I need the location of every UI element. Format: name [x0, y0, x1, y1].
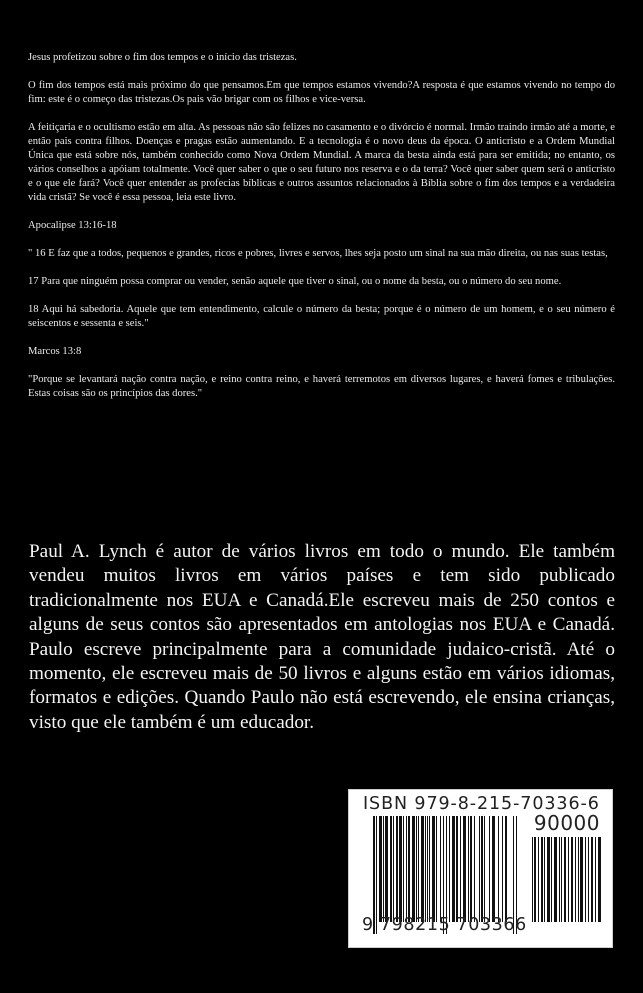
barcode-bar [440, 816, 441, 922]
barcode-bar [460, 816, 461, 922]
barcode-bar [449, 816, 450, 922]
author-bio: Paul A. Lynch é autor de vários livros em todo o mundo. Ele também vendeu muitos livros em vários países e tem sido publicado tradicionalmente nos EUA e Canadá.Ele escreveu mais de 250 contos e alguns de seus contos são apresentados em antologias nos EUA e Canadá. Paulo escreve principalmente para a comunidade judaico-cristã. Até o momento, ele escreveu mais de 50 livros e alguns estão em vários idiomas, formatos e edições. Quando Paulo não está escrevendo, ele ensina crianças, visto que ele também é um educador. [29, 541, 615, 733]
scripture-reference-mark: Marcos 13:8 [28, 346, 82, 357]
barcode-bar [452, 816, 455, 922]
addon-bar [580, 837, 583, 922]
barcode-bar [390, 816, 392, 922]
addon-bar [541, 837, 543, 922]
barcode-bar [489, 816, 490, 922]
addon-bar [595, 837, 596, 922]
addon-bar [551, 837, 552, 922]
barcode-bar [474, 816, 475, 922]
verse-17: 17 Para que ninguém possa comprar ou vender, senão aquele que tiver o sinal, ou o nome da besta, ou o número do seu nome. [28, 276, 562, 287]
back-cover-synopsis [28, 51, 615, 415]
addon-bar [568, 837, 569, 922]
verse-16: " 16 E faz que a todos, pequenos e grandes, ricos e pobres, livres e servos, lhes seja posto um sinal na sua mão direita, ou nas suas testas, [28, 248, 608, 259]
addon-bar [588, 837, 589, 922]
addon-bar [532, 837, 533, 922]
barcode-bar [427, 816, 428, 922]
intro-line: Jesus profetizou sobre o fim dos tempos e o início das tristezas. [28, 52, 297, 63]
barcode-bar [408, 816, 410, 922]
barcode-bar [456, 816, 458, 922]
barcode-bar [412, 816, 415, 922]
addon-bar [575, 837, 576, 922]
barcode-bar [468, 816, 469, 922]
addon-bar [561, 837, 562, 922]
addon-bar [559, 837, 560, 922]
isbn-label: ISBN 979-8-215-70336-6 [363, 794, 600, 814]
barcode-bar [406, 816, 407, 922]
addon-bar [585, 837, 586, 922]
barcode-bar [379, 816, 382, 922]
barcode-bar [432, 816, 435, 922]
barcode-bar [505, 816, 507, 922]
barcode-bar [470, 816, 472, 922]
addon-code: 90000 [533, 811, 600, 835]
barcode-bar [425, 816, 426, 922]
barcode-bar [463, 816, 466, 922]
barcode-bar [498, 816, 499, 922]
addon-bar [598, 837, 601, 922]
paragraph-occultism: A feitiçaria e o ocultismo estão em alta. As pessoas não são felizes no casamento e o divórcio é normal. Irmão traindo irmão até a morte, e então pais contra filhos. Doenças e pragas estão aumentando. E a tecnologia é o novo deus da época. O anticristo e a Ordem Mundial Única que está sobre nós, também conhecido como Nova Ordem Mundial. A marca da besta ainda está para ser emitida; no entanto, os vários conselhos a apóiam totalmente. Você quer saber o que o seu futuro nos reserva e o da terra? Você quer saber quem será o anticristo e o que ele fará? Você quer entender as profecias bíblicas e outros assuntos relacionados à Bíblia sobre o fim dos tempos e a verdadeira vida cristã? Se você é essa pessoa, leia este livro. [28, 122, 615, 203]
barcode-bar [403, 816, 404, 922]
barcode-bar [383, 816, 384, 922]
barcode-bar [502, 816, 503, 922]
verse-18: 18 Aqui há sabedoria. Aquele que tem entendimento, calcule o número da besta; porque é o número de um homem, e o seu número é seiscentos e sessenta e seis." [28, 304, 615, 329]
barcode-bar [399, 816, 402, 922]
addon-bar [534, 837, 536, 922]
addon-bar [538, 837, 539, 922]
paragraph-end-times: O fim dos tempos está mais próximo do que pensamos.Em que tempos estamos vivendo?A resposta é que estamos vivendo no tempo do fim: este é o começo das tristezas.Os pais vão brigar com os filhos e vice-versa. [28, 80, 615, 105]
verse-mark-13-8: "Porque se levantará nação contra nação, e reino contra reino, e haverá terremotos em diversos lugares, e haverá fomes e tribulações. Estas coisas são os princípios das dores." [28, 374, 615, 399]
barcode-bar [385, 816, 388, 922]
barcode-bar [492, 816, 495, 922]
barcode-bar [429, 816, 430, 922]
barcode-bar [416, 816, 417, 922]
addon-bar [571, 837, 573, 922]
barcode-bar [481, 816, 483, 922]
addon-bar [554, 837, 557, 922]
barcode-bar [393, 816, 394, 922]
barcode-bar [418, 816, 419, 922]
ean-barcode-bars [373, 816, 519, 926]
addon-bar [591, 837, 593, 922]
isbn-barcode [348, 789, 613, 948]
barcode-bar [421, 816, 424, 922]
addon-bar [544, 837, 545, 922]
addon-bar [547, 837, 550, 922]
scripture-reference-revelation: Apocalipse 13:16-18 [28, 220, 117, 231]
addon-bar [564, 837, 566, 922]
barcode-bar [396, 816, 398, 922]
addon-barcode-bars [532, 837, 604, 926]
barcode-bar [479, 816, 480, 922]
ean-digits: 9 798215 703366 [362, 915, 527, 935]
barcode-bar [484, 816, 485, 922]
barcode-bar [436, 816, 437, 922]
addon-bar [578, 837, 579, 922]
